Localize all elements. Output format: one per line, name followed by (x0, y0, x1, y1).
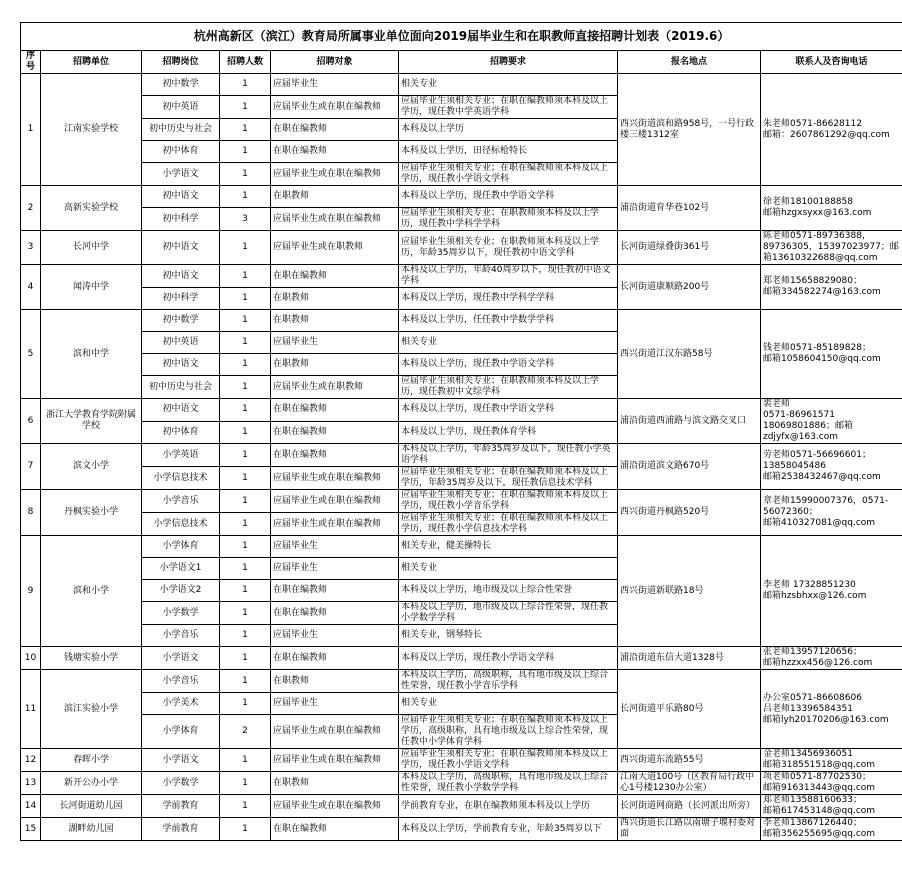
post-count: 1 (220, 625, 271, 647)
post-name: 学前教育 (142, 795, 220, 818)
post-count: 1 (220, 186, 271, 208)
unit-name: 长河街道幼儿园 (41, 795, 142, 818)
post-target: 应届毕业生或在职在编教师 (271, 795, 399, 818)
post-count: 1 (220, 310, 271, 332)
post-requirement: 应届毕业生须相关专业；在职在编教师须本科及以上学历，现任教中学英语学科 (399, 96, 618, 119)
post-target: 在职在编教师 (271, 141, 399, 163)
post-count: 1 (220, 96, 271, 119)
post-count: 1 (220, 141, 271, 163)
signup-place: 长河街道网商路（长河派出所旁） (618, 795, 761, 818)
post-target: 应届毕业生 (271, 693, 399, 715)
signup-place: 西兴街道长江路以南塘子堰村委对面 (618, 818, 761, 841)
post-name: 小学体育 (142, 715, 220, 749)
post-count: 1 (220, 602, 271, 625)
post-requirement: 应届毕业生须相关专业；在职在编教师须本科及以上学历，现任教小学音乐学科 (399, 490, 618, 513)
post-requirement: 本科及以上学历，现任教中学语文学科 (399, 186, 618, 208)
post-target: 在职在编教师 (271, 580, 399, 602)
row-number: 3 (21, 231, 41, 265)
unit-name: 滨江实验小学 (41, 670, 142, 749)
recruitment-sheet (20, 22, 902, 841)
signup-place: 浦沿街道东信大道1328号 (618, 647, 761, 670)
post-name: 初中语文 (142, 186, 220, 208)
post-count: 1 (220, 513, 271, 536)
signup-place: 西兴街道江汉东路58号 (618, 310, 761, 399)
post-requirement: 本科及以上学历，现任教中学语文学科 (399, 399, 618, 422)
post-name: 初中数学 (142, 74, 220, 96)
post-requirement: 本科及以上学历，年龄35周岁及以下，现任教小学英语学科 (399, 444, 618, 467)
header-requirement: 招聘要求 (399, 51, 618, 74)
row-number: 9 (21, 536, 41, 647)
table-row (21, 444, 902, 467)
post-name: 小学音乐 (142, 670, 220, 693)
post-target: 应届毕业生 (271, 536, 399, 558)
header-unit: 招聘单位 (41, 51, 142, 74)
contact-info: 朱老师0571-86628112 邮箱：2607861292@qq.com (761, 74, 902, 186)
table-body (21, 74, 902, 841)
post-requirement: 应届毕业生须相关专业；在职教师须本科及以上学历，现任教中学科学学科 (399, 208, 618, 231)
post-requirement: 应届毕业生须相关专业；在职教师须本科及以上学历，现任教初中文综学科 (399, 376, 618, 399)
post-target: 应届毕业生 (271, 332, 399, 354)
row-number: 5 (21, 310, 41, 399)
signup-place: 西兴街道东流路55号 (618, 749, 761, 772)
post-target: 在职在编教师 (271, 119, 399, 141)
contact-info: 项老师0571-87702530； 邮箱916313443@qq.com (761, 772, 902, 795)
signup-place: 西兴街道滨和路958号，一号行政楼三楼1312室 (618, 74, 761, 186)
post-target: 在职教师 (271, 310, 399, 332)
contact-info: 李老师 17328851230 邮箱hzsbhxx@126.com (761, 536, 902, 647)
post-target: 在职在编教师 (271, 399, 399, 422)
post-count: 1 (220, 399, 271, 422)
table-row (21, 74, 902, 96)
post-target: 在职在编教师 (271, 444, 399, 467)
post-target: 应届毕业生或在职在编教师 (271, 490, 399, 513)
post-target: 应届毕业生 (271, 558, 399, 580)
unit-name: 钱塘实验小学 (41, 647, 142, 670)
post-target: 在职教师 (271, 186, 399, 208)
post-count: 1 (220, 580, 271, 602)
post-count: 1 (220, 332, 271, 354)
unit-name: 长河中学 (41, 231, 142, 265)
table-row (21, 536, 902, 558)
post-count: 1 (220, 795, 271, 818)
post-count: 1 (220, 558, 271, 580)
row-number: 15 (21, 818, 41, 841)
post-count: 1 (220, 670, 271, 693)
unit-name: 新开公办小学 (41, 772, 142, 795)
post-requirement: 应届毕业生须相关专业；在职教师须本科及以上学历，年龄35周岁以下，现任教初中语文学科 (399, 231, 618, 265)
post-count: 1 (220, 467, 271, 490)
row-number: 1 (21, 74, 41, 186)
signup-place: 长河街道绿叠街361号 (618, 231, 761, 265)
post-name: 小学信息技术 (142, 513, 220, 536)
signup-place: 西兴街道丹枫路520号 (618, 490, 761, 536)
post-name: 小学美术 (142, 693, 220, 715)
post-count: 1 (220, 536, 271, 558)
header-place: 报名地点 (618, 51, 761, 74)
post-target: 应届毕业生或在职在编教师 (271, 749, 399, 772)
row-number: 11 (21, 670, 41, 749)
post-count: 1 (220, 163, 271, 186)
post-name: 初中科学 (142, 208, 220, 231)
post-name: 初中体育 (142, 421, 220, 444)
post-name: 小学体育 (142, 536, 220, 558)
post-count: 1 (220, 74, 271, 96)
table-row (21, 670, 902, 693)
table-row (21, 647, 902, 670)
post-count: 1 (220, 490, 271, 513)
post-count: 1 (220, 772, 271, 795)
post-name: 小学语文1 (142, 558, 220, 580)
unit-name: 春晖小学 (41, 749, 142, 772)
contact-info: 郑老师15658829080； 邮箱334582274@163.com (761, 265, 902, 310)
table-row (21, 772, 902, 795)
post-count: 1 (220, 119, 271, 141)
post-count: 1 (220, 749, 271, 772)
page-title: 杭州高新区（滨江）教育局所属事业单位面向2019届毕业生和在职教师直接招聘计划表（2019.6） (21, 23, 902, 51)
post-target: 应届毕业生或在职教师 (271, 231, 399, 265)
unit-name: 滨和小学 (41, 536, 142, 647)
signup-place: 浦沿街道滨文路670号 (618, 444, 761, 490)
post-count: 1 (220, 421, 271, 444)
post-name: 小学数学 (142, 772, 220, 795)
post-target: 应届毕业生或在职在编教师 (271, 163, 399, 186)
row-number: 14 (21, 795, 41, 818)
header-count: 招聘人数 (220, 51, 271, 74)
post-requirement: 相关专业 (399, 74, 618, 96)
contact-info: 徐老师18100188858 邮箱hzgxsyxx@163.com (761, 186, 902, 231)
post-requirement: 本科及以上学历，高级职称，具有地市级及以上综合性荣誉，现任教小学音乐学科 (399, 670, 618, 693)
post-name: 小学音乐 (142, 490, 220, 513)
post-requirement: 应届毕业生须相关专业；在职在编教师须本科及以上学历，现任教小学语文学科 (399, 163, 618, 186)
post-count: 1 (220, 354, 271, 376)
post-target: 在职在编教师 (271, 602, 399, 625)
post-count: 2 (220, 715, 271, 749)
post-target: 在职在编教师 (271, 265, 399, 288)
post-name: 初中科学 (142, 288, 220, 310)
contact-info: 金老师13456936051 邮箱318551518@qq.com (761, 749, 902, 772)
header-row (21, 51, 902, 74)
post-name: 初中语文 (142, 354, 220, 376)
signup-place: 江南大道100号（区教育局行政中心1号楼1230办公室） (618, 772, 761, 795)
post-requirement: 本科及以上学历，现任教中学语文学科 (399, 354, 618, 376)
post-target: 在职教师 (271, 670, 399, 693)
table-row (21, 795, 902, 818)
post-requirement: 相关专业，钢琴特长 (399, 625, 618, 647)
unit-name: 丹枫实验小学 (41, 490, 142, 536)
post-name: 初中历史与社会 (142, 376, 220, 399)
signup-place: 长河街道康顺路200号 (618, 265, 761, 310)
post-count: 1 (220, 647, 271, 670)
contact-info: 陈老师0571-89736388，89736305，15397023977；邮箱13610322688@qq.com (761, 231, 902, 265)
recruitment-table (20, 22, 902, 841)
post-name: 初中语文 (142, 265, 220, 288)
post-name: 初中语文 (142, 399, 220, 422)
post-requirement: 相关专业 (399, 558, 618, 580)
post-count: 1 (220, 818, 271, 841)
post-name: 学前教育 (142, 818, 220, 841)
table-row (21, 265, 902, 288)
table-row (21, 749, 902, 772)
row-number: 4 (21, 265, 41, 310)
table-row (21, 231, 902, 265)
post-count: 1 (220, 376, 271, 399)
header-no: 序号 (21, 51, 41, 74)
post-name: 初中语文 (142, 231, 220, 265)
signup-place: 长河街道平乐路80号 (618, 670, 761, 749)
post-target: 应届毕业生或在职在编教师 (271, 467, 399, 490)
contact-info: 李老师13867126440； 邮箱356255695@qq.com (761, 818, 902, 841)
post-target: 应届毕业生 (271, 74, 399, 96)
post-requirement: 应届毕业生须相关专业；在职在编教师须本科及以上学历，现任教小学语文学科 (399, 749, 618, 772)
post-requirement: 本科及以上学历，年龄40周岁以下，现任教初中语文学科 (399, 265, 618, 288)
post-requirement: 本科及以上学历，学前教育专业，年龄35周岁以下 (399, 818, 618, 841)
post-name: 初中英语 (142, 96, 220, 119)
unit-name: 滨和中学 (41, 310, 142, 399)
post-requirement: 学前教育专业，在职在编教师须本科及以上学历 (399, 795, 618, 818)
post-count: 1 (220, 288, 271, 310)
post-requirement: 本科及以上学历，地市级及以上综合性荣誉，现任教小学数学学科 (399, 602, 618, 625)
table-row (21, 310, 902, 332)
unit-name: 高新实验学校 (41, 186, 142, 231)
post-name: 小学语文 (142, 163, 220, 186)
post-requirement: 相关专业，健美操特长 (399, 536, 618, 558)
post-count: 1 (220, 693, 271, 715)
post-target: 应届毕业生或在职教师 (271, 376, 399, 399)
contact-info: 章老师15990007376，0571-56072360； 邮箱410327081@qq.com (761, 490, 902, 536)
post-name: 小学音乐 (142, 625, 220, 647)
contact-info: 裘老师 0571-86961571 18069801886；邮箱zdjyfx@163.com (761, 399, 902, 444)
post-name: 初中历史与社会 (142, 119, 220, 141)
post-name: 初中体育 (142, 141, 220, 163)
unit-name: 闻涛中学 (41, 265, 142, 310)
post-name: 小学语文 (142, 647, 220, 670)
post-target: 在职教师 (271, 354, 399, 376)
header-contact: 联系人及咨询电话 (761, 51, 902, 74)
table-row (21, 818, 902, 841)
unit-name: 湖畔幼儿园 (41, 818, 142, 841)
signup-place: 浦沿街道育华巷102号 (618, 186, 761, 231)
post-name: 小学信息技术 (142, 467, 220, 490)
post-requirement: 本科及以上学历，任任教中学数学学科 (399, 310, 618, 332)
row-number: 10 (21, 647, 41, 670)
post-target: 在职在编教师 (271, 421, 399, 444)
post-name: 初中英语 (142, 332, 220, 354)
row-number: 6 (21, 399, 41, 444)
post-name: 小学语文2 (142, 580, 220, 602)
contact-info: 办公室0571-86608606 吕老师13396584351 邮箱lyh20170206@163.com (761, 670, 902, 749)
post-target: 在职在编教师 (271, 818, 399, 841)
post-requirement: 本科及以上学历，现任教体育学科 (399, 421, 618, 444)
post-count: 1 (220, 265, 271, 288)
post-requirement: 应届毕业生须相关专业；在职在编教师须本科及以上学历，高级职称，具有地市级及以上综合性荣誉，现任教中小学体育学科 (399, 715, 618, 749)
post-name: 初中数学 (142, 310, 220, 332)
post-target: 应届毕业生或在职在编教师 (271, 715, 399, 749)
post-count: 3 (220, 208, 271, 231)
row-number: 8 (21, 490, 41, 536)
post-requirement: 本科及以上学历，地市级及以上综合性荣誉 (399, 580, 618, 602)
table-row (21, 399, 902, 422)
signup-place: 西兴街道新联路18号 (618, 536, 761, 647)
post-requirement: 本科及以上学历 (399, 119, 618, 141)
header-post: 招聘岗位 (142, 51, 220, 74)
row-number: 7 (21, 444, 41, 490)
post-target: 在职教师 (271, 288, 399, 310)
post-requirement: 应届毕业生须相关专业；在职在编教师须本科及以上学历，现任教小学信息技术学科 (399, 513, 618, 536)
post-count: 1 (220, 444, 271, 467)
post-requirement: 相关专业 (399, 693, 618, 715)
post-name: 小学语文 (142, 749, 220, 772)
post-requirement: 本科及以上学历，现任教中学科学学科 (399, 288, 618, 310)
row-number: 2 (21, 186, 41, 231)
post-requirement: 本科及以上学历，现任教小学语文学科 (399, 647, 618, 670)
post-target: 在职教师 (271, 772, 399, 795)
post-name: 小学数学 (142, 602, 220, 625)
signup-place: 浦沿街道西浦路与滨文路交叉口 (618, 399, 761, 444)
post-target: 应届毕业生或在职在编教师 (271, 208, 399, 231)
post-requirement: 相关专业 (399, 332, 618, 354)
post-requirement: 应届毕业生须相关专业；在职在编教师须本科及以上学历，年龄35周岁及以下，现任教信息技术学科 (399, 467, 618, 490)
unit-name: 江南实验学校 (41, 74, 142, 186)
contact-info: 张老师13957120656； 邮箱hzzxx456@126.com (761, 647, 902, 670)
contact-info: 劳老师0571-56696601；13858045486 邮箱2538432467@qq.com (761, 444, 902, 490)
row-number: 12 (21, 749, 41, 772)
post-target: 应届毕业生 (271, 625, 399, 647)
table-row (21, 186, 902, 208)
post-name: 小学英语 (142, 444, 220, 467)
contact-info: 钱老师0571-85189828； 邮箱1058604150@qq.com (761, 310, 902, 399)
header-target: 招聘对象 (271, 51, 399, 74)
row-number: 13 (21, 772, 41, 795)
unit-name: 浙江大学教育学院附属学校 (41, 399, 142, 444)
post-target: 在职在编教师 (271, 647, 399, 670)
post-requirement: 本科及以上学历，田径标枪特长 (399, 141, 618, 163)
post-requirement: 本科及以上学历，高级职称，具有地市级及以上综合性荣誉，现任教小学数学学科 (399, 772, 618, 795)
table-row (21, 490, 902, 513)
post-target: 应届毕业生或在职在编教师 (271, 513, 399, 536)
unit-name: 滨文小学 (41, 444, 142, 490)
post-count: 1 (220, 231, 271, 265)
post-target: 应届毕业生或在职在编教师 (271, 96, 399, 119)
contact-info: 郑老师13588160633； 邮箱617453148@qq.com (761, 795, 902, 818)
